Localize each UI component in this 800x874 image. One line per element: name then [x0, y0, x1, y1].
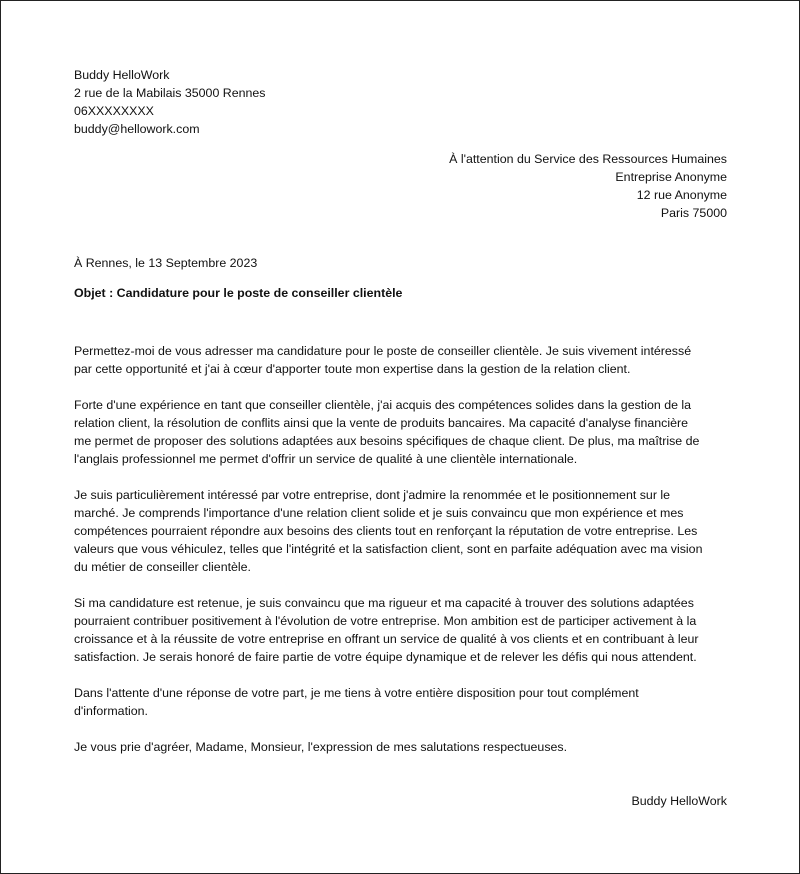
- sender-email: buddy@hellowork.com: [74, 122, 200, 136]
- paragraph-line: Je suis particulièrement intéressé par votre entreprise, dont j'admire la renommée et le positionnement sur le: [74, 488, 671, 502]
- paragraph-line: Je vous prie d'agréer, Madame, Monsieur, l'expression de mes salutations respectueuses.: [74, 740, 568, 754]
- paragraph-line: croissance et à la réussite de votre entreprise en offrant un service de qualité à vos clients et en contribuant à leur: [74, 632, 699, 646]
- paragraph: [74, 342, 734, 378]
- paragraph-line: Forte d'une expérience en tant que conseiller clientèle, j'ai acquis des compétences solides dans la gestion de la: [74, 398, 692, 412]
- letter-body: [74, 342, 734, 774]
- signature: Buddy HelloWork: [631, 794, 727, 808]
- recipient-company: Entreprise Anonyme: [615, 170, 727, 184]
- paragraph-line: d'information.: [74, 704, 148, 718]
- sender-phone: 06XXXXXXXX: [74, 104, 154, 118]
- sender-block: [74, 66, 266, 138]
- paragraph: [74, 396, 734, 468]
- date-line: À Rennes, le 13 Septembre 2023: [74, 256, 258, 270]
- closing-paragraph: [74, 738, 734, 756]
- paragraph-line: l'anglais professionnel me permet d'offrir un service de qualité à une clientèle internationale.: [74, 452, 578, 466]
- recipient-street: 12 rue Anonyme: [636, 188, 727, 202]
- subject-line: Objet : Candidature pour le poste de conseiller clientèle: [74, 286, 403, 300]
- paragraph-line: Permettez-moi de vous adresser ma candidature pour le poste de conseiller clientèle. Je suis vivement intéressé: [74, 344, 692, 358]
- paragraph-line: me permet de proposer des solutions adaptées aux besoins spécifiques de chaque client. De plus, ma maîtrise de: [74, 434, 700, 448]
- paragraph: [74, 684, 734, 720]
- paragraph-line: Si ma candidature est retenue, je suis convaincu que ma rigueur et ma capacité à trouver des solutions adaptées: [74, 596, 694, 610]
- paragraph-line: satisfaction. Je serais honoré de faire partie de votre équipe dynamique et de relever les défis qui nous attendent.: [74, 650, 697, 664]
- recipient-attention: À l'attention du Service des Ressources Humaines: [449, 152, 727, 166]
- paragraph-line: compétences pourraient répondre aux besoins des clients tout en renforçant la réputation de votre entreprise. Les: [74, 524, 698, 538]
- paragraph-line: Dans l'attente d'une réponse de votre part, je me tiens à votre entière disposition pour tout complément: [74, 686, 639, 700]
- paragraph-line: marché. Je comprends l'importance d'une relation client solide et je suis convaincu que mon expérience et mes: [74, 506, 684, 520]
- sender-address: 2 rue de la Mabilais 35000 Rennes: [74, 86, 266, 100]
- sender-name: Buddy HelloWork: [74, 68, 170, 82]
- paragraph: [74, 486, 734, 576]
- paragraph-line: valeurs que vous véhiculez, telles que l'intégrité et la satisfaction client, sont en parfaite adéquation avec ma vision: [74, 542, 703, 556]
- paragraph-line: du métier de conseiller clientèle.: [74, 560, 252, 574]
- recipient-block: [449, 150, 727, 222]
- paragraph-line: relation client, la résolution de conflits ainsi que la vente de produits bancaires. Ma capacité d'analyse financière: [74, 416, 688, 430]
- paragraph-line: par cette opportunité et j'ai à cœur d'apporter toute mon expertise dans la gestion de la relation client.: [74, 362, 631, 376]
- recipient-city: Paris 75000: [660, 206, 727, 220]
- paragraph: [74, 594, 734, 666]
- paragraph-line: pourraient contribuer positivement à l'évolution de votre entreprise. Mon ambition est de participer activement à la: [74, 614, 697, 628]
